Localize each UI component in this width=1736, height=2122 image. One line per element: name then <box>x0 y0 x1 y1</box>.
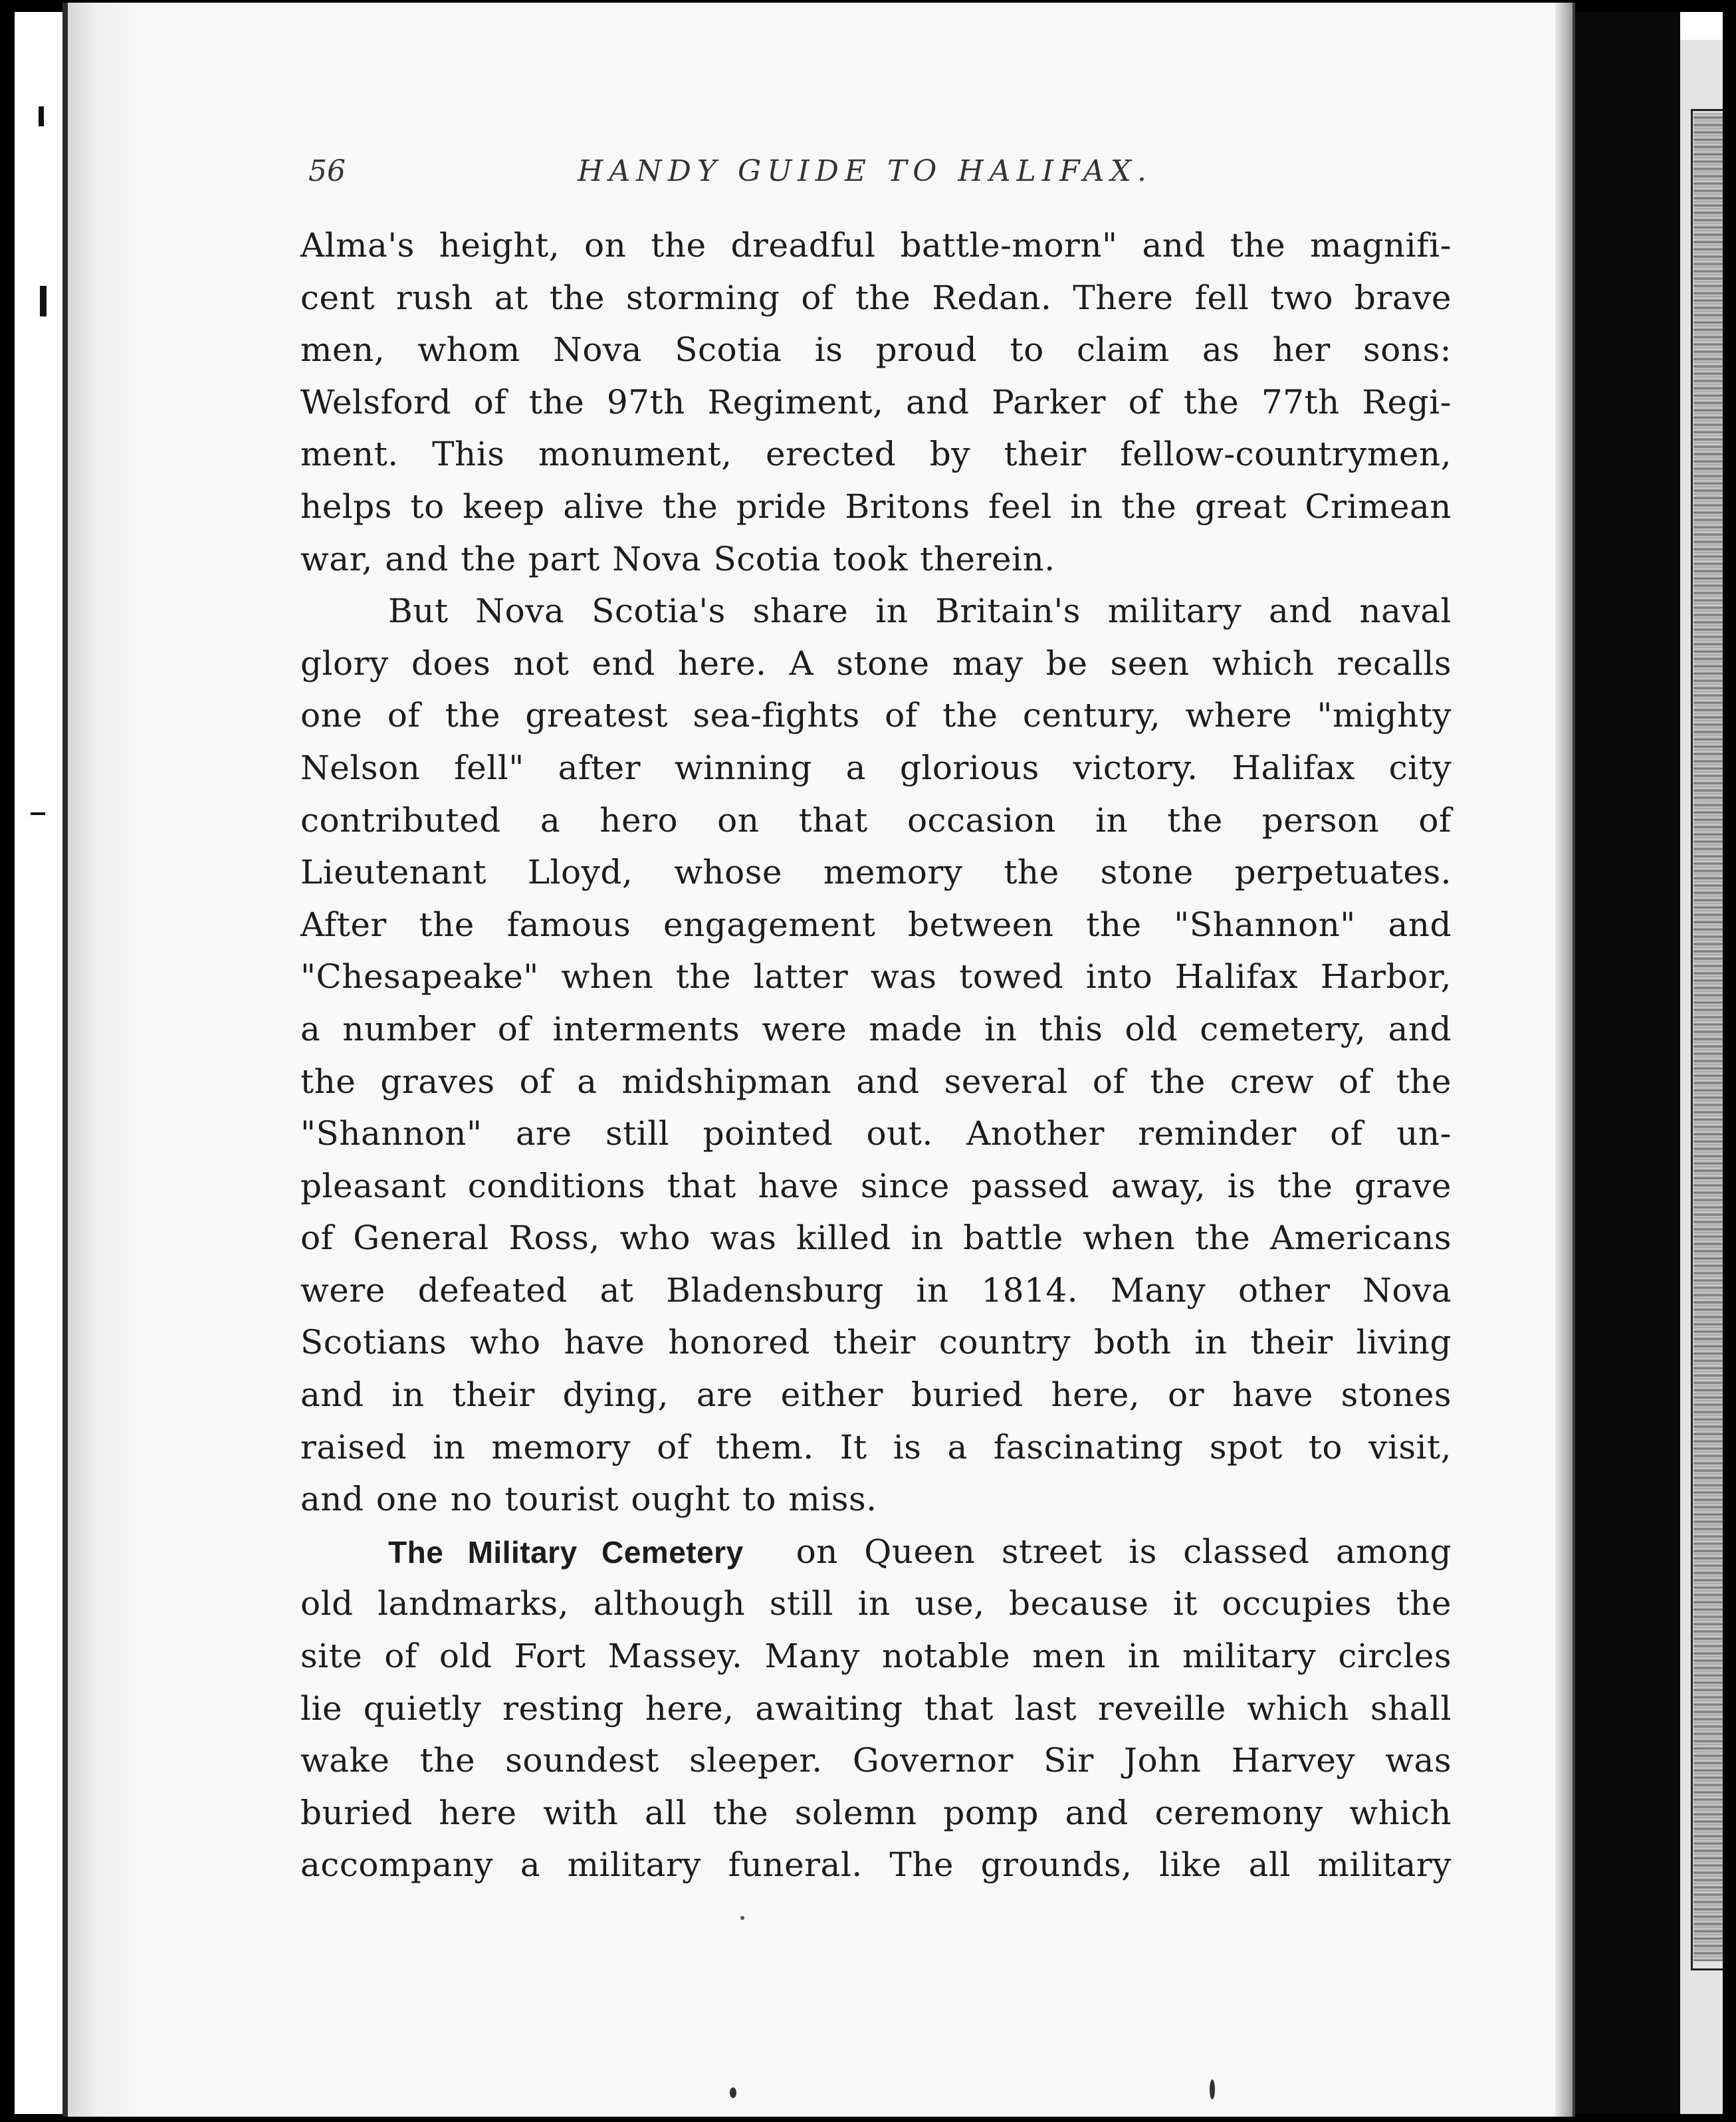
page-speck <box>740 1916 744 1920</box>
text-line: ment. This monument, erected by their fellow-countrymen, <box>300 435 1452 474</box>
text-line: site of old Fort Massey. Many notable men in military circles <box>300 1637 1452 1676</box>
page-gutter-shadow <box>68 3 141 2117</box>
text-line: lie quietly resting here, awaiting that last reveille which shall <box>300 1689 1452 1728</box>
text-line: Nelson fell" after winning a glorious victory. Halifax city <box>300 748 1452 787</box>
text-line: of General Ross, who was killed in battle when the Americans <box>300 1219 1452 1258</box>
heading-line-text: on Queen street is classed among <box>796 1532 1452 1571</box>
text-line: men, whom Nova Scotia is proud to claim as her sons: <box>300 330 1452 370</box>
page-edge-shadow <box>1555 3 1573 2117</box>
paragraph-crimean-monument <box>300 219 1452 585</box>
text-line: "Shannon" are still pointed out. Another reminder of un- <box>300 1114 1452 1153</box>
text-line: and in their dying, are either buried here, or have stones <box>300 1375 1452 1415</box>
text-line: the graves of a midshipman and several of the crew of the <box>300 1062 1452 1101</box>
text-line: war, and the part Nova Scotia took therein. <box>300 539 1055 578</box>
running-title: HANDY GUIDE TO HALIFAX. <box>578 154 1152 188</box>
text-line: But Nova Scotia's share in Britain's military and naval <box>388 592 1452 631</box>
text-line: a number of interments were made in this old cemetery, and <box>300 1009 1452 1048</box>
text-line: accompany a military funeral. The grounds, like all military <box>300 1845 1452 1885</box>
text-line <box>300 1526 1452 1578</box>
margin-mark <box>31 812 45 815</box>
text-line: old landmarks, although still in use, because it occupies the <box>300 1584 1452 1623</box>
text-line: contributed a hero on that occasion in the person of <box>300 800 1452 840</box>
text-line: Welsford of the 97th Regiment, and Parker of the 77th Regi- <box>300 382 1452 421</box>
text-line: "Chesapeake" when the latter was towed into Halifax Harbor, <box>300 957 1452 997</box>
page-number: 56 <box>308 154 346 188</box>
text-line: cent rush at the storming of the Redan. There fell two brave <box>300 278 1452 317</box>
text-line: helps to keep alive the pride Britons feel in the great Crimean <box>300 487 1452 526</box>
text-line: buried here with all the solemn pomp and ceremony which <box>300 1793 1452 1832</box>
facing-page-frame <box>1691 109 1723 1970</box>
page-speck <box>1210 2079 1215 2099</box>
margin-mark <box>40 286 47 316</box>
page-speck <box>730 2087 736 2098</box>
text-line: one of the greatest sea-fights of the century, where "mighty <box>300 696 1452 735</box>
paragraph-naval-glory <box>300 585 1452 1526</box>
text-line: Alma's height, on the dreadful battle-morn" and the magnifi- <box>300 226 1452 265</box>
running-header <box>308 154 1452 194</box>
scan-border-left <box>0 0 15 2122</box>
margin-mark <box>39 106 44 126</box>
text-line: pleasant conditions that have since passed away, is the grave <box>300 1166 1452 1205</box>
text-line: raised in memory of them. It is a fascinating spot to visit, <box>300 1427 1452 1467</box>
text-line: After the famous engagement between the "Shannon" and <box>300 905 1452 944</box>
book-spine <box>1575 12 1680 2114</box>
text-line: Scotians who have honored their country both in their living <box>300 1323 1452 1362</box>
section-heading: The Military Cemetery <box>388 1534 744 1570</box>
text-line: were defeated at Bladensburg in 1814. Many other Nova <box>300 1270 1452 1310</box>
scan-border-right <box>1723 0 1736 2122</box>
text-line: and one no tourist ought to miss. <box>300 1480 877 1519</box>
paragraph-military-cemetery <box>300 1526 1452 1891</box>
text-line: Lieutenant Lloyd, whose memory the stone perpetuates. <box>300 853 1452 892</box>
text-line: glory does not end here. A stone may be seen which recalls <box>300 644 1452 683</box>
body-text <box>300 219 1452 1891</box>
text-line: wake the soundest sleeper. Governor Sir John Harvey was <box>300 1741 1452 1780</box>
